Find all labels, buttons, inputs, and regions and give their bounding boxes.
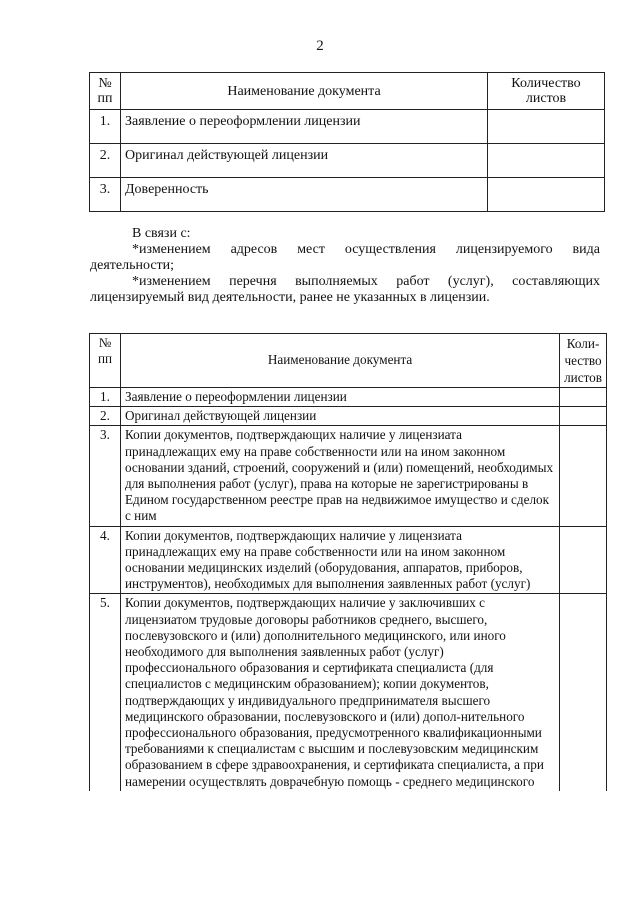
section-intro: В связи с: xyxy=(132,226,191,241)
document-name: Копии документов, подтверждающих наличие у заключивших с лицензиатом трудовые договоры работников среднего, высшего, послевузовского и (или) дополнительного медицинского, или иного необходимого для выполнения заявленных работ (услуг) профессионального образования и сертификата специалиста (для специалистов с медицинским образованием); копии документов, подтверждающих у индивидуального предпринимателя высшего медицинского образовании, послевузовского и (или) допол-нительного профессионального образования, предусмотренного квалификационными требованиями к специалистам с высшим и послевузовским медицинским образованием в сфере здравоохранения, и сертификата специалиста, а при намерении осуществлять доврачебную помощь - среднего медицинского xyxy=(121,594,560,791)
sheet-count xyxy=(488,144,605,178)
row-number: 3. xyxy=(90,178,121,212)
document-name: Копии документов, подтверждающих наличие у лицензиата принадлежащих ему на праве собственности или на ином законном основании зданий, строений, сооружений и (или) помещений, необходимых для выполнения работ (услуг), права на которые не зарегистрированы в Едином государственном реестре прав на недвижимое имущество и сделок с ним xyxy=(121,426,560,526)
sheet-count xyxy=(560,526,607,594)
table-header-row xyxy=(90,73,605,110)
document-name: Копии документов, подтверждающих наличие у лицензиата принадлежащих ему на праве собственности или на ином законном основании медицинских изделий (оборудования, аппаратов, приборов, инструментов), необходимых для выполнения заявленных работ (услуг) xyxy=(121,526,560,594)
column-header-quantity: Коли- чество листов xyxy=(560,334,607,388)
sheet-count xyxy=(560,388,607,407)
document-name: Доверенность xyxy=(121,178,488,212)
table-row xyxy=(90,407,607,426)
column-header-name: Наименование документа xyxy=(121,73,488,110)
page-number: 2 xyxy=(316,38,324,54)
row-number: 3. xyxy=(90,426,121,526)
table-row xyxy=(90,388,607,407)
row-number: 4. xyxy=(90,526,121,594)
sheet-count xyxy=(560,594,607,791)
sheet-count xyxy=(560,407,607,426)
sheet-count xyxy=(560,426,607,526)
document-name: Оригинал действующей лицензии xyxy=(121,407,560,426)
table-row xyxy=(90,526,607,594)
table-header-row xyxy=(90,334,607,388)
document-name: Заявление о переоформлении лицензии xyxy=(121,110,488,144)
table-row xyxy=(90,178,605,212)
change-reasons xyxy=(90,226,600,306)
table-row xyxy=(90,110,605,144)
table-row xyxy=(90,144,605,178)
sheet-count xyxy=(488,110,605,144)
row-number: 1. xyxy=(90,110,121,144)
sheet-count xyxy=(488,178,605,212)
row-number: 5. xyxy=(90,594,121,791)
column-header-number: № пп xyxy=(90,73,121,110)
table-row xyxy=(90,594,607,791)
row-number: 2. xyxy=(90,144,121,178)
documents-table-2 xyxy=(89,333,607,791)
column-header-name: Наименование документа xyxy=(121,334,560,388)
table-row xyxy=(90,426,607,526)
document-name: Оригинал действующей лицензии xyxy=(121,144,488,178)
column-header-number: № пп xyxy=(90,334,121,388)
row-number: 1. xyxy=(90,388,121,407)
reason-item: *изменением перечня выполняемых работ (услуг), составляющих лицензируемый вид деятельности, ранее не указанных в лицензии. xyxy=(90,274,600,305)
row-number: 2. xyxy=(90,407,121,426)
documents-table-1 xyxy=(89,72,605,212)
reason-item: *изменением адресов мест осуществления лицензируемого вида деятельности; xyxy=(90,242,600,273)
column-header-quantity: Количество листов xyxy=(488,73,605,110)
document-name: Заявление о переоформлении лицензии xyxy=(121,388,560,407)
